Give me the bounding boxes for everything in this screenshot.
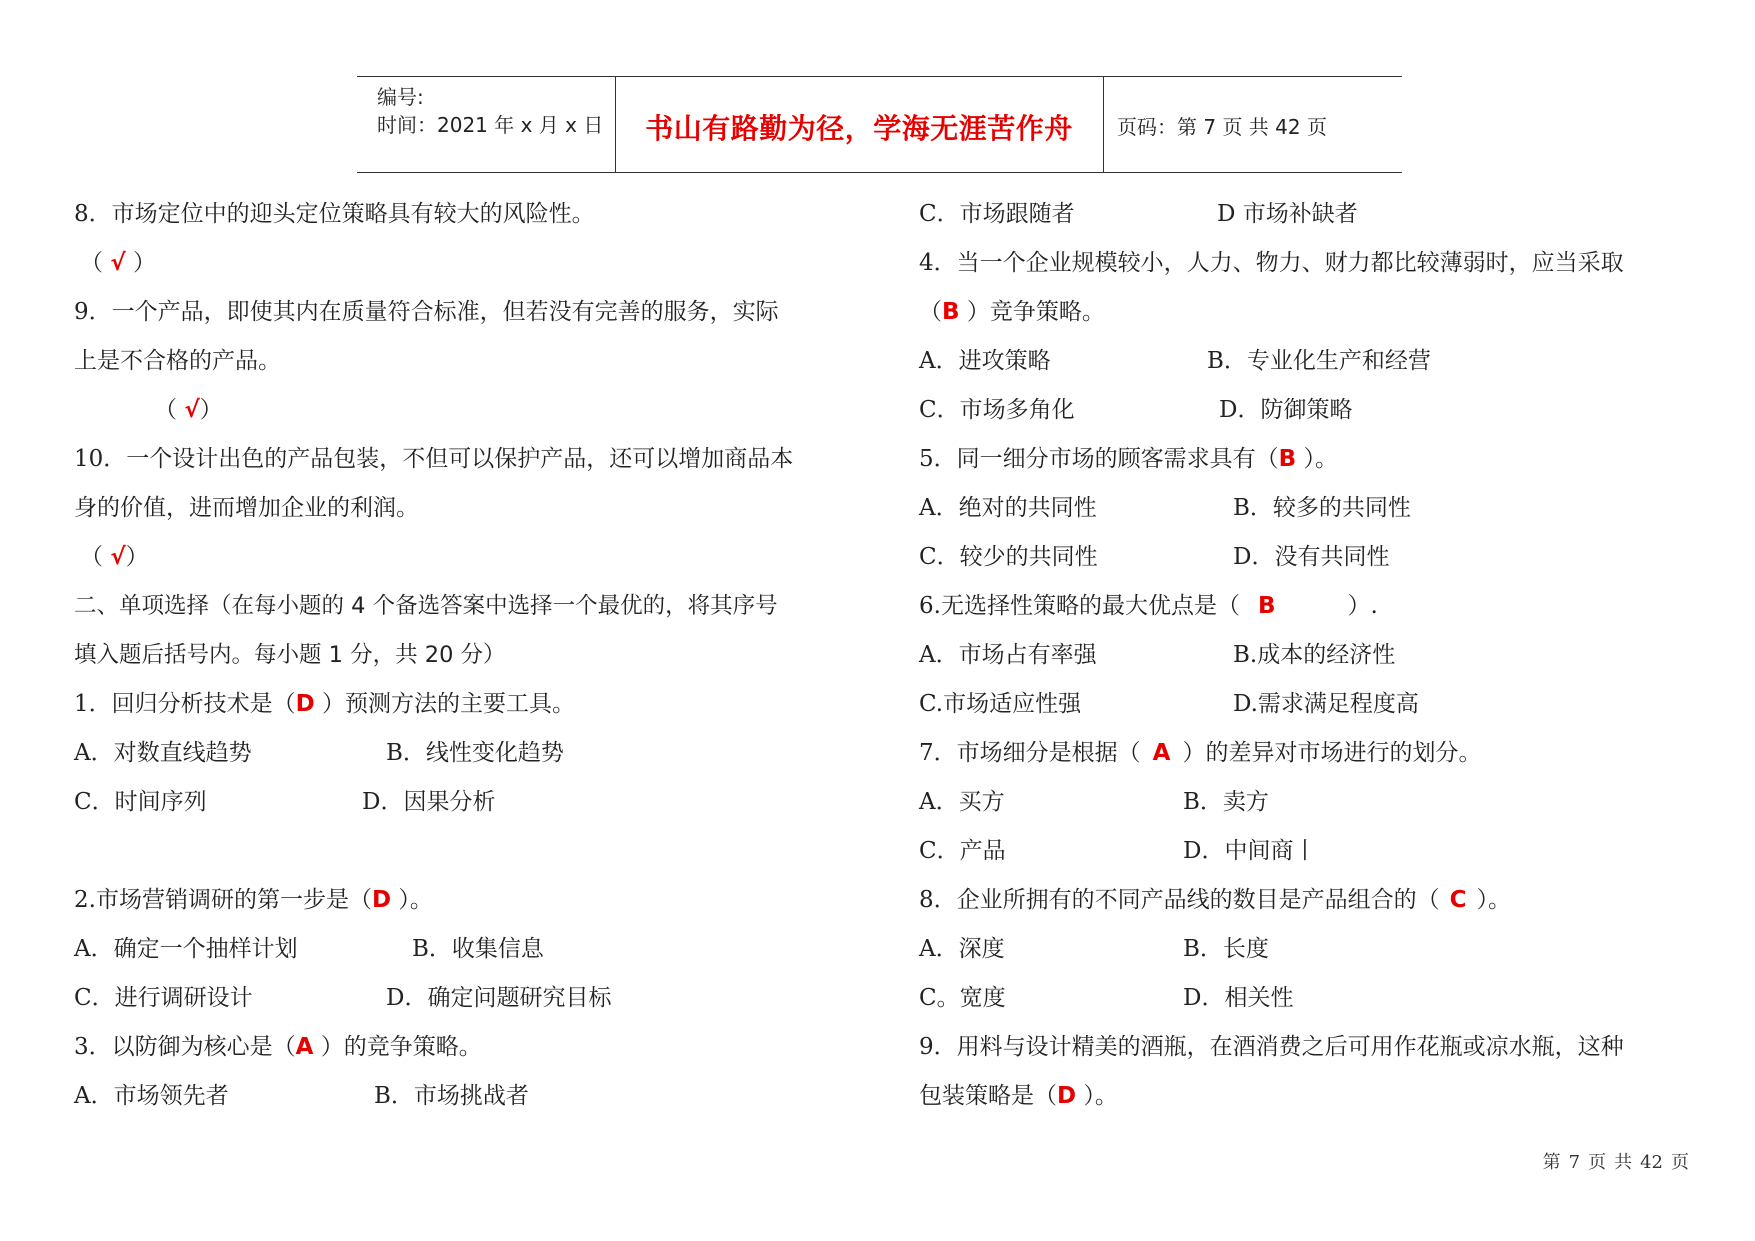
answer-mark: √ bbox=[110, 544, 126, 570]
option-d: D．确定问题研究目标 bbox=[386, 985, 612, 1011]
choice-8-options-ab bbox=[919, 925, 1719, 974]
section-2-heading-line-1: 二、单项选择（在每小题的 4 个备选答案中选择一个最优的，将其序号 bbox=[74, 593, 778, 619]
choice-3-options-ab bbox=[74, 1072, 864, 1121]
motto: 书山有路勤为径，学海无涯苦作舟 bbox=[645, 111, 1073, 145]
answer-mark: √ bbox=[110, 250, 126, 276]
option-d: D．因果分析 bbox=[362, 789, 496, 815]
choice-6-options-ab bbox=[919, 631, 1719, 680]
choice-8: 8．企业所拥有的不同产品线的数目是产品组合的（ C ）。 bbox=[919, 887, 1512, 913]
answer-mark: B bbox=[942, 299, 960, 325]
question-8: 8．市场定位中的迎头定位策略具有较大的风险性。 bbox=[74, 201, 595, 227]
choice-5-options-cd bbox=[919, 533, 1719, 582]
option-c: C．时间序列 bbox=[74, 789, 207, 815]
option-b: B.成本的经济性 bbox=[1233, 642, 1396, 668]
page-footer bbox=[1539, 1148, 1693, 1174]
choice-2-options-ab bbox=[74, 925, 864, 974]
footer-page-number: 7 bbox=[1568, 1152, 1581, 1173]
choice-9-line-1: 9．用料与设计精美的酒瓶，在酒消费之后可用作花瓶或凉水瓶，这种 bbox=[919, 1034, 1624, 1060]
choice-2-options-cd bbox=[74, 974, 864, 1023]
answer-mark: B bbox=[1257, 593, 1276, 619]
choice-5: 5．同一细分市场的顾客需求具有（B ）。 bbox=[919, 446, 1338, 472]
footer-ye-2: 页 bbox=[1671, 1152, 1689, 1173]
footer-di: 第 bbox=[1542, 1152, 1561, 1173]
answer-mark: A bbox=[295, 1034, 314, 1060]
question-9-line-1: 9．一个产品，即使其内在质量符合标准，但若没有完善的服务，实际 bbox=[74, 299, 779, 325]
option-b: B．较多的共同性 bbox=[1233, 495, 1411, 521]
choice-4-options-ab bbox=[919, 337, 1719, 386]
option-d: D 市场补缺者 bbox=[1217, 201, 1358, 227]
number-label: 编号: bbox=[377, 85, 424, 109]
choice-6-options-cd bbox=[919, 680, 1719, 729]
option-c: C．较少的共同性 bbox=[919, 544, 1098, 570]
option-d: D．中间商丨 bbox=[1183, 838, 1317, 864]
option-b: B．长度 bbox=[1183, 936, 1269, 962]
option-b: B．线性变化趋势 bbox=[386, 740, 564, 766]
choice-3-options-cd bbox=[919, 190, 1719, 239]
footer-total-pages: 42 bbox=[1640, 1152, 1663, 1173]
choice-7-options-ab bbox=[919, 778, 1719, 827]
option-a: A．确定一个抽样计划 bbox=[74, 936, 298, 962]
option-b: B．专业化生产和经营 bbox=[1207, 348, 1431, 374]
question-9-line-2: 上是不合格的产品。 bbox=[74, 348, 281, 374]
answer-mark: √ bbox=[184, 397, 200, 423]
option-a: A．进攻策略 bbox=[919, 348, 1051, 374]
header-motto-cell bbox=[615, 77, 1104, 172]
answer-9: （ √） bbox=[154, 397, 223, 423]
option-c: C．进行调研设计 bbox=[74, 985, 253, 1011]
choice-7: 7．市场细分是根据（ A ）的差异对市场进行的划分。 bbox=[919, 740, 1482, 766]
choice-7-options-cd bbox=[919, 827, 1719, 876]
header-meta bbox=[377, 77, 616, 172]
choice-4-line-2: （B ）竞争策略。 bbox=[919, 299, 1105, 325]
section-2-heading-line-2: 填入题后括号内。每小题 1 分，共 20 分） bbox=[74, 642, 506, 668]
option-a: A．绝对的共同性 bbox=[919, 495, 1097, 521]
option-a: A．深度 bbox=[919, 936, 1005, 962]
time-text: 时间：2021 年 x 月 x 日 bbox=[377, 113, 604, 137]
choice-3: 3．以防御为核心是（A ）的竞争策略。 bbox=[74, 1034, 482, 1060]
choice-6: 6.无选择性策略的最大优点是（ B ）. bbox=[919, 593, 1378, 619]
choice-4-line-1: 4．当一个企业规模较小，人力、物力、财力都比较薄弱时，应当采取 bbox=[919, 250, 1624, 276]
option-a: A．市场领先者 bbox=[74, 1083, 229, 1109]
choice-8-options-cd bbox=[919, 974, 1719, 1023]
blank-line bbox=[74, 827, 864, 876]
question-10-line-2: 身的价值，进而增加企业的利润。 bbox=[74, 495, 419, 521]
choice-5-options-ab bbox=[919, 484, 1719, 533]
option-c: C．市场跟随者 bbox=[919, 201, 1075, 227]
option-b: B．卖方 bbox=[1183, 789, 1269, 815]
page-header bbox=[357, 76, 1402, 173]
answer-mark: D bbox=[295, 691, 315, 717]
option-a: A．市场占有率强 bbox=[919, 642, 1097, 668]
option-a: A．对数直线趋势 bbox=[74, 740, 252, 766]
answer-mark: B bbox=[1278, 446, 1297, 472]
option-c: C．市场多角化 bbox=[919, 397, 1075, 423]
choice-1-options-ab bbox=[74, 729, 864, 778]
choice-9-line-2: 包装策略是（D ）。 bbox=[919, 1083, 1118, 1109]
choice-1-options-cd bbox=[74, 778, 864, 827]
option-d: D.需求满足程度高 bbox=[1233, 691, 1419, 717]
choice-4-options-cd bbox=[919, 386, 1719, 435]
option-c: C。宽度 bbox=[919, 985, 1006, 1011]
answer-mark: D bbox=[1057, 1083, 1077, 1109]
right-column bbox=[919, 190, 1719, 1121]
option-d: D．相关性 bbox=[1183, 985, 1294, 1011]
answer-mark: D bbox=[371, 887, 392, 913]
answer-mark: C bbox=[1449, 887, 1467, 913]
question-10-line-1: 10．一个设计出色的产品包装，不但可以保护产品，还可以增加商品本 bbox=[74, 446, 794, 472]
option-b: B．市场挑战者 bbox=[374, 1083, 529, 1109]
answer-mark: A bbox=[1152, 740, 1171, 766]
option-d: D．防御策略 bbox=[1219, 397, 1353, 423]
choice-1: 1．回归分析技术是（D ）预测方法的主要工具。 bbox=[74, 691, 576, 717]
footer-ye: 页 bbox=[1588, 1152, 1607, 1173]
page-code: 页码：第 7 页 共 42 页 bbox=[1117, 115, 1327, 139]
option-a: A．买方 bbox=[919, 789, 1005, 815]
option-c: C.市场适应性强 bbox=[919, 691, 1082, 717]
option-d: D．没有共同性 bbox=[1233, 544, 1390, 570]
option-c: C．产品 bbox=[919, 838, 1006, 864]
footer-gong: 共 bbox=[1614, 1152, 1633, 1173]
answer-8: （ √ ） bbox=[80, 250, 156, 276]
answer-10: （ √） bbox=[80, 544, 149, 570]
option-b: B．收集信息 bbox=[412, 936, 544, 962]
choice-2: 2.市场营销调研的第一步是（D ）。 bbox=[74, 887, 433, 913]
left-column bbox=[74, 190, 864, 1121]
